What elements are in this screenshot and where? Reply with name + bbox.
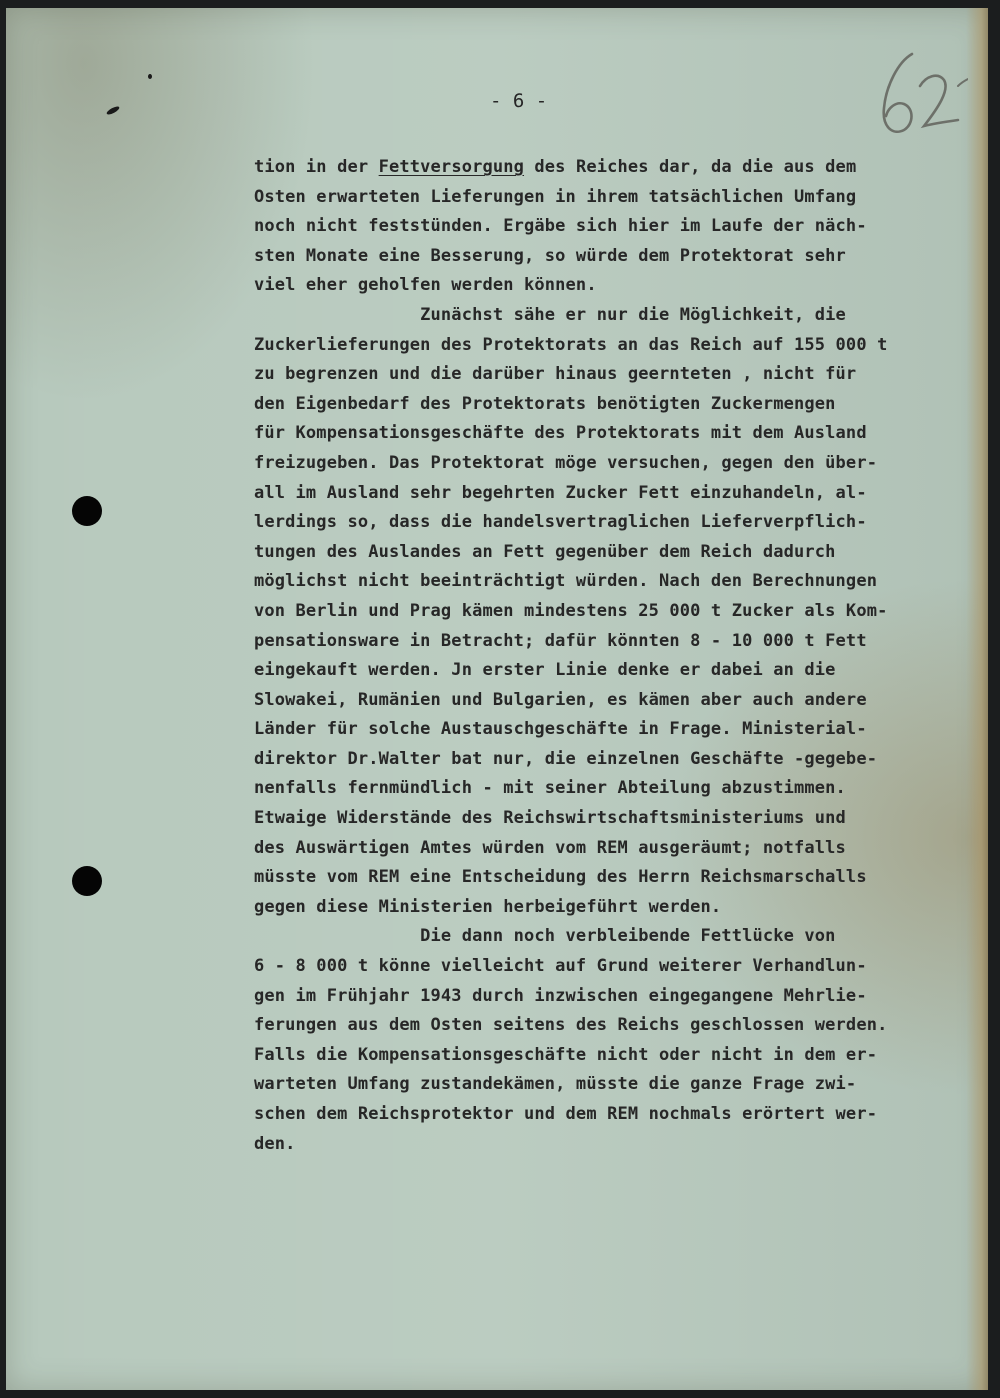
- text-segment: tungen des Auslandes an Fett gegenüber dem Reich dadurch: [254, 541, 836, 562]
- text-line: [254, 1011, 988, 1041]
- text-line: [254, 567, 988, 597]
- text-line: [254, 390, 988, 420]
- text-line: [254, 508, 988, 538]
- text-line: [254, 863, 988, 893]
- ink-speck: [106, 105, 121, 116]
- text-line: [254, 597, 988, 627]
- handwritten-folio-number: [868, 46, 968, 146]
- text-line: [254, 153, 988, 183]
- typed-body-text: [254, 153, 988, 1159]
- text-segment: zu begrenzen und die darüber hinaus geernteten , nicht für: [254, 364, 857, 385]
- page-number: - 6 -: [490, 90, 548, 112]
- text-line: [254, 715, 988, 745]
- text-line: [254, 360, 988, 390]
- text-line: [254, 627, 988, 657]
- text-segment: all im Ausland sehr begehrten Zucker Fett einzuhandeln, al-: [254, 482, 867, 503]
- text-line: [254, 419, 988, 449]
- text-line: [254, 893, 988, 923]
- text-segment: eingekauft werden. Jn erster Linie denke er dabei an die: [254, 660, 836, 681]
- text-line: [254, 449, 988, 479]
- text-line: [254, 922, 988, 952]
- text-segment: Zunächst sähe er nur die Möglichkeit, die: [254, 304, 846, 325]
- text-line: [254, 982, 988, 1012]
- text-segment: Die dann noch verbleibende Fettlücke von: [254, 926, 836, 947]
- text-segment: Zuckerlieferungen des Protektorats an das Reich auf 155 000 t: [254, 334, 888, 355]
- text-segment: gen im Frühjahr 1943 durch inzwischen eingegangene Mehrlie-: [254, 985, 867, 1006]
- text-line: [254, 686, 988, 716]
- text-line: [254, 1100, 988, 1130]
- underlined-term: Fettversorgung: [378, 157, 525, 177]
- text-segment: pensationsware in Betracht; dafür könnten 8 - 10 000 t Fett: [254, 630, 867, 651]
- text-segment: tion in der: [254, 157, 379, 177]
- text-line: [254, 1070, 988, 1100]
- text-line: [254, 952, 988, 982]
- text-line: [254, 1130, 988, 1160]
- text-line: [254, 331, 988, 361]
- text-line: [254, 242, 988, 272]
- text-segment: direktor Dr.Walter bat nur, die einzelnen Geschäfte -gegebe-: [254, 748, 878, 769]
- text-line: [254, 538, 988, 568]
- text-segment: ferungen aus dem Osten seitens des Reichs geschlossen werden.: [254, 1015, 888, 1036]
- punch-hole: [72, 496, 102, 526]
- text-segment: des Reiches dar, da die aus dem: [524, 157, 857, 177]
- text-segment: 6 - 8 000 t könne vielleicht auf Grund weiterer Verhandlun-: [254, 956, 867, 977]
- text-segment: noch nicht feststünden. Ergäbe sich hier im Laufe der näch-: [254, 216, 867, 237]
- text-segment: den Eigenbedarf des Protektorats benötigten Zuckermengen: [254, 393, 836, 414]
- text-line: [254, 1041, 988, 1071]
- text-segment: Falls die Kompensationsgeschäfte nicht oder nicht in dem er-: [254, 1044, 878, 1065]
- text-segment: von Berlin und Prag kämen mindestens 25 000 t Zucker als Kom-: [254, 600, 888, 621]
- text-line: [254, 745, 988, 775]
- document-page: [6, 8, 988, 1390]
- text-segment: lerdings so, dass die handelsvertraglichen Lieferverpflich-: [254, 512, 867, 533]
- text-segment: Etwaige Widerstände des Reichswirtschaftsministeriums und: [254, 808, 846, 829]
- text-line: [254, 479, 988, 509]
- text-line: [254, 774, 988, 804]
- text-segment: müsste vom REM eine Entscheidung des Herrn Reichsmarschalls: [254, 867, 867, 888]
- text-segment: sten Monate eine Besserung, so würde dem Protektorat sehr: [254, 245, 846, 266]
- text-segment: des Auswärtigen Amtes würden vom REM ausgeräumt; notfalls: [254, 837, 846, 858]
- text-segment: Osten erwarteten Lieferungen in ihrem tatsächlichen Umfang: [254, 186, 857, 207]
- text-line: [254, 183, 988, 213]
- text-segment: warteten Umfang zustandekämen, müsste die ganze Frage zwi-: [254, 1074, 857, 1095]
- text-line: [254, 834, 988, 864]
- text-segment: möglichst nicht beeinträchtigt würden. Nach den Berechnungen: [254, 571, 878, 592]
- text-segment: den.: [254, 1133, 296, 1154]
- text-line: [254, 301, 988, 331]
- text-segment: gegen diese Ministerien herbeigeführt werden.: [254, 896, 722, 917]
- text-line: [254, 212, 988, 242]
- text-segment: freizugeben. Das Protektorat möge versuchen, gegen den über-: [254, 452, 878, 473]
- punch-hole: [72, 866, 102, 896]
- text-line: [254, 271, 988, 301]
- text-segment: für Kompensationsgeschäfte des Protektorats mit dem Ausland: [254, 423, 867, 444]
- text-line: [254, 656, 988, 686]
- ink-speck: [148, 74, 152, 79]
- text-segment: Länder für solche Austauschgeschäfte in Frage. Ministerial-: [254, 719, 867, 740]
- text-line: [254, 804, 988, 834]
- text-segment: Slowakei, Rumänien und Bulgarien, es kämen aber auch andere: [254, 689, 867, 710]
- text-segment: schen dem Reichsprotektor und dem REM nochmals erörtert wer-: [254, 1104, 878, 1124]
- text-segment: nenfalls fernmündlich - mit seiner Abteilung abzustimmen.: [254, 778, 846, 799]
- text-segment: viel eher geholfen werden können.: [254, 275, 597, 296]
